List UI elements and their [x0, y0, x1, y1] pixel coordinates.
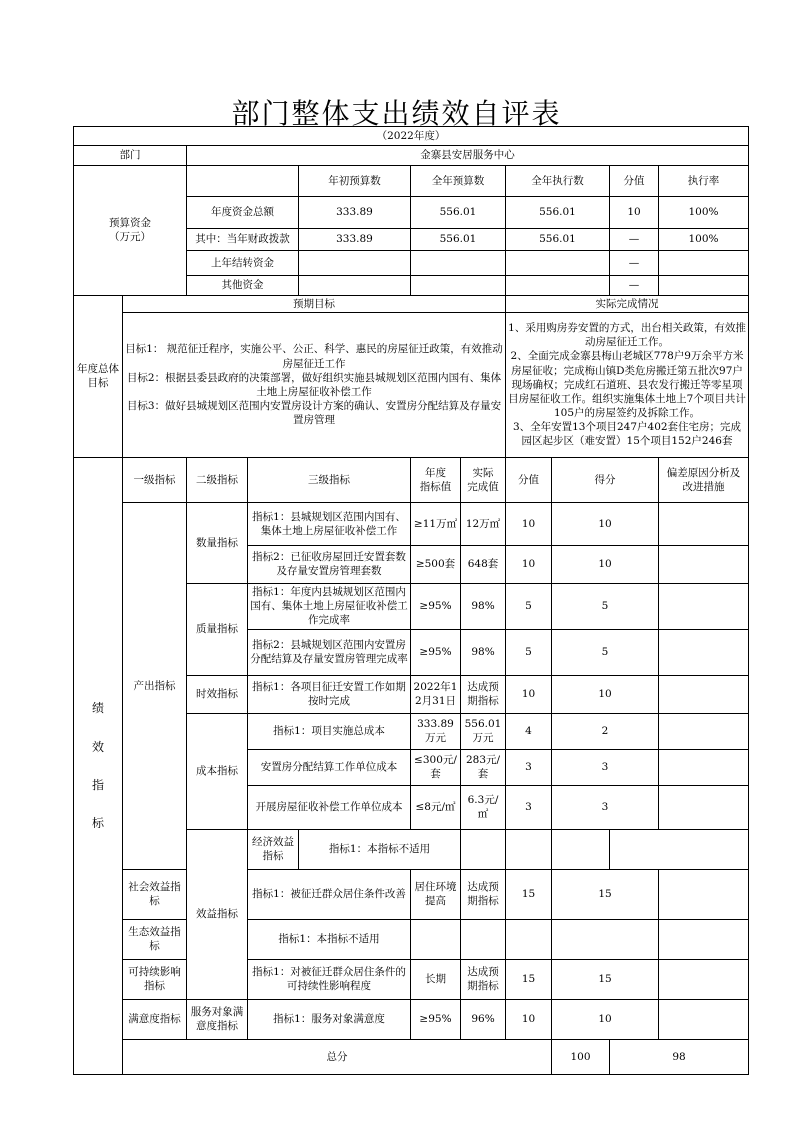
indicator-actual: 达成预期指标	[461, 675, 506, 713]
indicator-actual: 98%	[461, 629, 506, 675]
perf-label-char: 效	[91, 739, 104, 754]
perf-label-char: 绩	[91, 701, 104, 716]
perf-header: 分值	[506, 457, 552, 502]
total-got: 98	[610, 1039, 749, 1074]
budget-header-row	[74, 166, 749, 197]
perf-header-row	[74, 457, 749, 502]
budget-cell: 333.89	[299, 228, 411, 250]
indicator-name: 开展房屋征收补偿工作单位成本	[248, 785, 411, 829]
perf-label	[74, 457, 123, 1074]
indicator-name: 指标1：对被征迁群众居住条件的可持续性影响程度	[248, 959, 411, 999]
budget-row-name: 年度资金总额	[187, 197, 299, 228]
budget-cell	[506, 250, 610, 275]
perf-header: 偏差原因分析及 改进措施	[659, 457, 749, 502]
indicator-score: 5	[506, 583, 552, 629]
indicator-actual: 12万㎡	[461, 502, 506, 545]
indicator-actual: 96%	[461, 999, 506, 1039]
indicator-got: 15	[552, 869, 659, 919]
indicator-note	[659, 502, 749, 545]
indicator-target: ≤8元/㎡	[411, 785, 461, 829]
page-title: 部门整体支出绩效自评表	[231, 97, 562, 130]
actual-results-text	[506, 312, 749, 457]
budget-row-name: 其中：当年财政拨款	[187, 228, 299, 250]
indicator-note	[659, 545, 749, 583]
budget-cell: —	[610, 275, 659, 295]
table-row	[74, 502, 749, 545]
perf-header: 得分	[552, 457, 659, 502]
indicator-target	[411, 919, 461, 959]
perf-header: 实际 完成值	[461, 457, 506, 502]
indicator-name: 指标1：本指标不适用	[248, 919, 411, 959]
indicator-note	[659, 999, 749, 1039]
indicator-got	[610, 829, 749, 869]
budget-label	[74, 166, 187, 296]
budget-header: 全年执行数	[506, 166, 610, 197]
result-item: 1、采用购房券安置的方式，出台相关政策，有效推动房屋征迁工作。	[508, 322, 746, 349]
indicator-note	[659, 583, 749, 629]
indicator-score: 10	[506, 999, 552, 1039]
goals-label	[74, 295, 123, 457]
indicator-got: 10	[552, 545, 659, 583]
perf-header: 二级指标	[187, 457, 248, 502]
budget-cell: 556.01	[411, 228, 506, 250]
indicator-score: 15	[506, 959, 552, 999]
indicator-target: ≤300元/套	[411, 749, 461, 785]
indicator-got: 3	[552, 749, 659, 785]
budget-cell: 100%	[659, 228, 749, 250]
indicator-target: ≥500套	[411, 545, 461, 583]
indicator-note	[659, 919, 749, 959]
indicator-name: 指标1：项目实施总成本	[248, 713, 411, 749]
indicator-actual: 6.3元/㎡	[461, 785, 506, 829]
budget-cell	[411, 275, 506, 295]
indicator-name: 指标1：被征迁群众居住条件改善	[248, 869, 411, 919]
indicator-got: 10	[552, 502, 659, 545]
budget-label-line1: 预算资金	[109, 217, 151, 230]
actual-results-header: 实际完成情况	[506, 295, 749, 312]
perf-header: 一级指标	[123, 457, 187, 502]
indicator-note	[659, 675, 749, 713]
evaluation-table	[73, 126, 749, 1075]
budget-cell	[411, 250, 506, 275]
budget-header: 执行率	[659, 166, 749, 197]
budget-row-name: 其他资金	[187, 275, 299, 295]
goals-label-line1: 年度总体	[77, 363, 119, 376]
indicator-note	[659, 959, 749, 999]
indicator-note	[659, 713, 749, 749]
budget-cell: —	[610, 228, 659, 250]
indicator-got: 3	[552, 785, 659, 829]
benefit-sub-label: 生态效益指标	[123, 919, 187, 959]
perf-header: 三级指标	[248, 457, 411, 502]
indicator-name: 指标2：县城规划区范围内安置房分配结算及存量安置房管理完成率	[248, 629, 411, 675]
indicator-note	[659, 629, 749, 675]
indicator-got: 5	[552, 629, 659, 675]
indicator-target: ≥95%	[411, 583, 461, 629]
year-row	[74, 127, 749, 146]
indicator-name: 指标1：各项目征迁安置工作如期按时完成	[248, 675, 411, 713]
indicator-target: ≥95%	[411, 629, 461, 675]
indicator-got: 15	[552, 959, 659, 999]
budget-cell: 556.01	[506, 197, 610, 228]
budget-label-line2: （万元）	[109, 231, 151, 244]
indicator-actual	[506, 829, 552, 869]
indicator-note	[659, 749, 749, 785]
goal-item: 目标2：根据县委县政府的决策部署，做好组织实施县城规划区范围内国有、集体土地上房屋征收补偿工作	[126, 371, 502, 398]
indicator-score	[506, 919, 552, 959]
indicator-name: 指标1：服务对象满意度	[248, 999, 411, 1039]
expected-goals-header: 预期目标	[123, 295, 506, 312]
indicator-got: 10	[552, 999, 659, 1039]
perf-header: 年度 指标值	[411, 457, 461, 502]
budget-cell: 333.89	[299, 197, 411, 228]
budget-cell: —	[610, 250, 659, 275]
budget-cell	[659, 275, 749, 295]
table-row	[74, 919, 749, 959]
budget-cell: 10	[610, 197, 659, 228]
table-row	[74, 999, 749, 1039]
budget-cell	[506, 275, 610, 295]
goals-content-row	[74, 312, 749, 457]
goals-header-row	[74, 295, 749, 312]
indicator-target: ≥95%	[411, 999, 461, 1039]
result-item: 3、全年安置13个项目247户402套住宅房；完成园区起步区（难安置）15个项目152户246套	[512, 421, 742, 448]
budget-header-blank	[187, 166, 299, 197]
indicator-score: 3	[506, 785, 552, 829]
indicator-score: 10	[506, 675, 552, 713]
output-label: 产出指标	[123, 502, 187, 869]
indicator-target: 居住环境提高	[411, 869, 461, 919]
quantity-label: 数量指标	[187, 502, 248, 583]
indicator-actual: 556.01万元	[461, 713, 506, 749]
indicator-got: 5	[552, 583, 659, 629]
total-label: 总分	[123, 1039, 552, 1074]
indicator-name: 安置房分配结算工作单位成本	[248, 749, 411, 785]
indicator-score: 5	[506, 629, 552, 675]
benefit-label: 效益指标	[187, 829, 248, 999]
goal-item: 目标1： 规范征迁程序，实施公平、公正、科学、惠民的房屋征迁政策，有效推动房屋征迁工作	[125, 343, 503, 370]
indicator-name: 指标1：本指标不适用	[299, 829, 461, 869]
goals-label-line2: 目标	[87, 377, 109, 390]
goal-item: 目标3：做好县城规划区范围内安置房设计方案的确认、安置房分配结算及存量安置房管理	[126, 400, 502, 427]
perf-label-char: 标	[91, 816, 104, 831]
indicator-actual: 98%	[461, 583, 506, 629]
indicator-score: 4	[506, 713, 552, 749]
budget-header: 全年预算数	[411, 166, 506, 197]
department-value: 金寨县安居服务中心	[187, 146, 749, 166]
result-item: 2、全面完成金寨县梅山老城区778户9万余平方米房屋征收；完成梅山镇D类危房搬迁第五批次97户现场确权；完成红石道班、县农发行搬迁等零星项目房屋征收工作。组织实施集体土地上7个项目共计105户的房屋签约及拆除工作。	[508, 350, 746, 420]
indicator-score: 15	[506, 869, 552, 919]
year-label: （2022年度）	[74, 127, 749, 146]
table-row	[74, 959, 749, 999]
indicator-name: 指标2：已征收房屋回迁安置套数及存量安置房管理套数	[248, 545, 411, 583]
budget-row-name: 上年结转资金	[187, 250, 299, 275]
indicator-actual	[461, 919, 506, 959]
satisfaction-sub-label: 服务对象满意度指标	[187, 999, 248, 1039]
indicator-actual: 达成预期指标	[461, 959, 506, 999]
indicator-got: 2	[552, 713, 659, 749]
time-label: 时效指标	[187, 675, 248, 713]
indicator-target: 长期	[411, 959, 461, 999]
indicator-actual: 283元/套	[461, 749, 506, 785]
budget-cell	[299, 275, 411, 295]
indicator-actual: 648套	[461, 545, 506, 583]
budget-cell: 556.01	[411, 197, 506, 228]
expected-goals-text	[123, 312, 506, 457]
budget-cell	[299, 250, 411, 275]
total-score: 100	[552, 1039, 610, 1074]
indicator-note	[659, 785, 749, 829]
indicator-got: 10	[552, 675, 659, 713]
indicator-target	[461, 829, 506, 869]
department-label: 部门	[74, 146, 187, 166]
benefit-sub-label: 社会效益指标	[123, 869, 187, 919]
benefit-sub-label: 经济效益指标	[248, 829, 299, 869]
indicator-score: 10	[506, 502, 552, 545]
perf-label-char: 指	[91, 777, 104, 792]
budget-cell	[659, 250, 749, 275]
indicator-target: 333.89万元	[411, 713, 461, 749]
budget-cell: 556.01	[506, 228, 610, 250]
budget-header: 年初预算数	[299, 166, 411, 197]
indicator-actual: 达成预期指标	[461, 869, 506, 919]
table-row	[74, 869, 749, 919]
quality-label: 质量指标	[187, 583, 248, 675]
budget-header: 分值	[610, 166, 659, 197]
indicator-score: 3	[506, 749, 552, 785]
indicator-target: ≥11万㎡	[411, 502, 461, 545]
indicator-name: 指标1：县城规划区范围内国有、集体土地上房屋征收补偿工作	[248, 502, 411, 545]
indicator-name: 指标1：年度内县城规划区范围内国有、集体土地上房屋征收补偿工作完成率	[248, 583, 411, 629]
satisfaction-label: 满意度指标	[123, 999, 187, 1039]
cost-label: 成本指标	[187, 713, 248, 829]
indicator-note	[659, 869, 749, 919]
indicator-got	[552, 919, 659, 959]
budget-cell: 100%	[659, 197, 749, 228]
benefit-sub-label: 可持续影响指标	[123, 959, 187, 999]
indicator-score: 10	[506, 545, 552, 583]
indicator-target: 2022年12月31日	[411, 675, 461, 713]
department-row	[74, 146, 749, 166]
indicator-score	[552, 829, 610, 869]
total-row	[74, 1039, 749, 1074]
